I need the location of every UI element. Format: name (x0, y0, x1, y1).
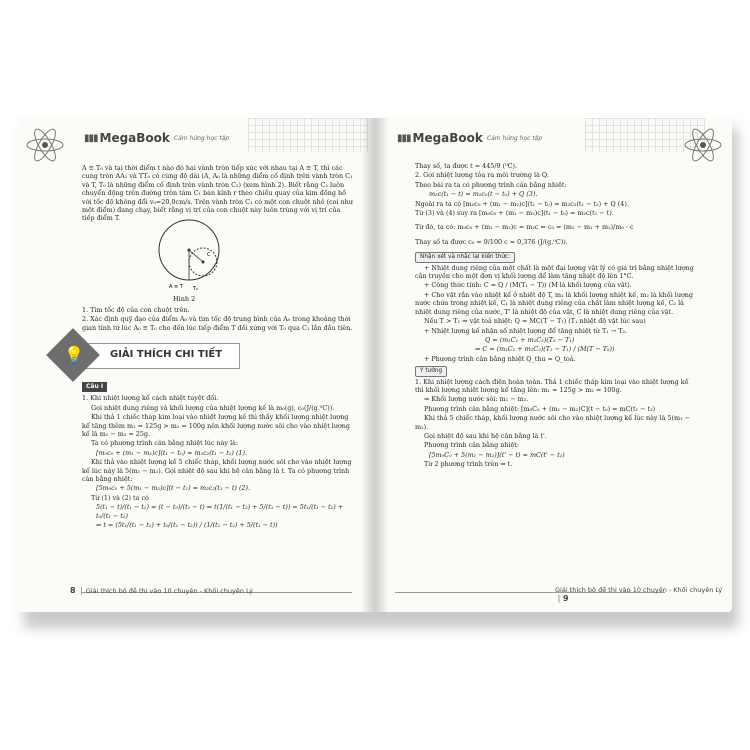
footer-title: Giải thích bộ đề thi vào 10 chuyên - Khối chuyên Lý (85, 587, 253, 595)
logo-text: MegaBook (412, 131, 483, 145)
atom-icon (24, 124, 66, 166)
left-page (18, 118, 375, 612)
fig-label-a: A ≡ T (169, 284, 183, 290)
atom-icon (682, 124, 724, 166)
lightbulb-icon: 💡 (64, 345, 84, 364)
right-page (375, 118, 732, 612)
page-header (397, 128, 542, 148)
open-book (18, 118, 732, 618)
logo-text: MegaBook (99, 131, 170, 145)
figure-caption: Hình 2 (173, 295, 196, 303)
question-badge: Câu I (82, 382, 107, 392)
page-number: 8 (70, 586, 76, 595)
page-footer: 8 │ Giải thích bộ đề thi vào 10 chuyên - Khối chuyên Lý (70, 586, 253, 595)
section-banner (18, 336, 375, 374)
problem-intro: A ≡ T₀ và tại thời điểm t nào đó hai vành tròn tiếp xúc với nhau tại A ≡ T, thì các cung tròn AA₁ và TT₀ có cùng độ dài (A, A₀ là những điểm cố định trên vành tròn C₁ và T, T₀ là những điểm cố định trên vành tròn C₂) (xem hình 2). Biết rằng C₂ luôn chuyển động trên đường tròn tâm C₁ bán kính r theo chiều quay của kim đồng hồ với tốc độ không đổi v₀=20,0cm/s. Trên vành tròn C₁ có một con chuột nhỏ (coi như một điểm) đang chạy, biết rằng vị trí của con chuột này luôn trùng với vị trí của tiếp điểm T. (82, 164, 353, 223)
fig-label-t: T₀ (193, 286, 199, 292)
logo-bars-icon: ▮▮▮ (397, 132, 411, 144)
logo-tagline: Cảm hứng học tập (173, 134, 230, 142)
book-spine (361, 118, 389, 612)
page-number: 9 (563, 594, 569, 603)
footer-title: Giải thích bộ đề thi vào 10 chuyên - Khối chuyên Lý (555, 586, 723, 594)
page-footer: Giải thích bộ đề thi vào 10 chuyên - Khối chuyên Lý │ 9 (555, 586, 723, 603)
idea-tag: Ý tưởng (415, 366, 447, 376)
section-title: GIẢI THÍCH CHI TIẾT (110, 349, 223, 360)
grid-decoration (248, 118, 368, 152)
solution-text: Câu I 1. Khi nhiệt lượng kế cách nhiệt tuyệt đối. Gọi nhiệt dung riêng và khối lượng của nhiệt lượng kế là m₀(g), c₀(J/(g.⁰C)). Khi thả 1 chiếc tháp kim loại vào nhiệt lượng kế thì thấy khối lượng nhiệt lượng kế tăng thêm m₁ = 125g > m₂ = 100g nên khối lượng nước sôi cho vào nhiệt lượng kế là m₁ − m₂ = 25g. Ta có phương trình cân bằng nhiệt lúc này là: [m₀c₀ + (m₁ − m₂)c](t₁ − t₀) = m₂c₂(t₁ − t₂) (1). Khi thả vào nhiệt lượng kế 5 chiếc tháp, khối lượng nước sôi cho vào nhiệt lượng kế lúc này là 5(m₁ − m₂). Gọi nhiệt độ sau khi hệ cân bằng là t. Ta có phương trình cân bằng nhiệt: [5m₀c₀ + 5(m₁ − m₂)c](t − t₁) = m₂c₂(t₁ − t) (2). Từ (1) và (2) ta có 5(t₁ − t)/(t₁ − t₂) = (t − t₀)/(t₁ − t) ⇒ t(1/(t₁ − t₂) + 5/(t₁ − t)) = 5t₁/(t₁ − t₂) + t₀/(t₁ − t₂) ⇒ t = (5t₁/(t₁ − t₂) + t₀/(t₁ − t₂)) / (1/(t₁ − t₂) + 5/(t₁ − t)) (82, 383, 352, 530)
questions: 1. Tìm tốc độ của con chuột trên. 2. Xác định quỹ đạo của điểm A₀ và tìm tốc độ trung bình của A₀ trong khoảng thời gian tính từ lúc A₀ ≡ T₀ cho đến lúc tiếp điểm T đối xứng với T₀ qua C₁ lần đầu tiên. (82, 306, 353, 332)
right-solution-text: Thay số, ta được t = 445/9 (⁰C). 2. Gọi nhiệt lượng tỏa ra môi trường là Q. Theo bài ra ta có phương trình cân bằng nhiệt: m₂c(t₁ − t) = m₂c₀(t − t₀) + Q (3). Ngoài ra ta có [m₀c₀ + (m₁ − m₂)c](t₁ − t₀) = m₂c₂(t₁ − t₂) + Q (4). Từ (3) và (4) suy ra [m₀c₀ + (m₁ − m₂)c](t₁ − t₀) = m₂c(t₁ − t). Từ đó, ta có: m₀c₀ + (m₁ − m₂)c = m₂c ⇔ c₀ = (m₂ − m₁ + m₂)/m₀ · c Thay số ta được c₀ = 9/100 c = 0,376 (J/(g.⁰C)). Nhận xét và nhắc lại kiến thức: + Nhiệt dung riêng của một chất là một đại lượng vật lý có giá trị bằng nhiệt lượng cần truyền cho một đơn vị khối lượng để làm tăng nhiệt độ lên 1°C. + Công thức tính: C = Q / (M(T₁ − T)) (M là khối lượng của vật). + Cho vật rắn vào nhiệt kế ở nhiệt độ T, m₁ là khối lượng nhiệt kế, m₂ là khối lượng nước chứa trong nhiệt kế, C₁ là nhiệt dung riêng của chất làm nhiệt lượng kế, C₂ là nhiệt dung riêng của nước, T' là nhiệt độ của vật, C là nhiệt dung riêng của vật. Nếu T > T₁ ⇒ vật toả nhiệt: Q = MC(T − T₁) (T₁ nhiệt độ vật lúc sau) + Nhiệt lượng kế nhận số nhiệt lượng để tăng nhiệt từ T₁ → T₂. Q = (m₁C₁ + m₂C₂)(T₂ − T₁) ⇒ C = (m₁C₁ + m₂C₂)(T₂ − T₁) / (M(T − T₂)) + Phương trình cân bằng nhiệt Q_thu = Q_toả. Ý tưởng 1. Khi nhiệt lượng cách điện hoàn toàn. Thả 1 chiếc tháp kim loại vào nhiệt lượng kế thì khối lượng nhiệt lượng kế tăng lên: m₁ = 125g > m₂ = 100g. ⇒ Khối lượng nước sôi: m₁ − m₂. Phương trình cân bằng nhiệt: [m₀C₀ + (m₁ − m₂)C](t − t₀) = mC(t₁ − t₂) Khi thả 5 chiếc tháp, khối lượng nước sôi cho vào nhiệt lượng kế lúc này là 5(m₁ − m₂). Gọi nhiệt độ sau khi hệ cân bằng là t'. Phương trình cân bằng nhiệt: [5m₀C₀ + 5(m₁ − m₂)](t' − t) = mC(t' − t₂) Từ 2 phương trình trên ⇒ t. (415, 162, 694, 469)
figure-2-diagram (153, 212, 231, 292)
logo-tagline: Cảm hứng học tập (486, 134, 543, 142)
page-header (84, 128, 229, 148)
note-tag: Nhận xét và nhắc lại kiến thức: (415, 252, 515, 262)
fig-label-c: C (207, 252, 211, 258)
logo-bars-icon: ▮▮▮ (84, 132, 98, 144)
